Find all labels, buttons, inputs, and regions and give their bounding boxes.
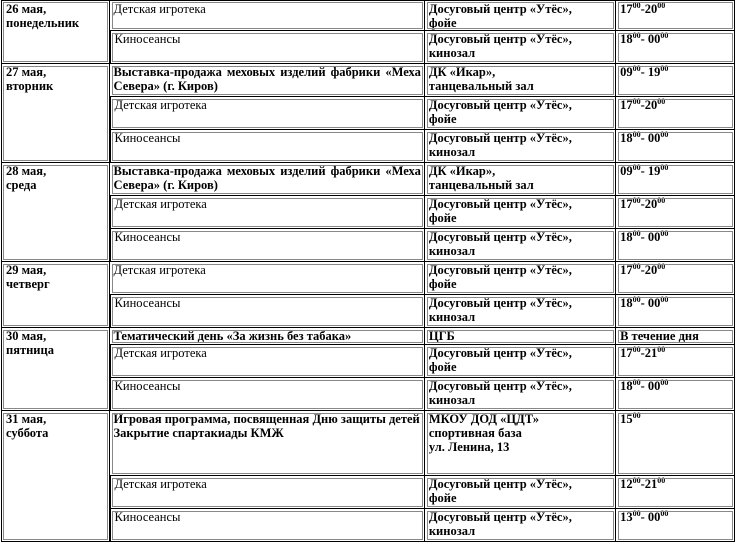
date-cell: 28 мая, среда bbox=[1, 163, 110, 262]
time-cell: $09^{00}-$ $19^{00}$ bbox=[616, 64, 735, 97]
table-row bbox=[1, 97, 735, 130]
place-cell: ДК «Икар», танцевальный зал bbox=[425, 64, 616, 97]
table-row bbox=[1, 378, 735, 411]
time-cell: $17^{00}-20^{00}$ bbox=[616, 262, 735, 295]
table-row bbox=[1, 328, 735, 345]
time-cell: $17^{00}-20^{00}$ bbox=[616, 196, 735, 229]
table-row bbox=[1, 31, 735, 64]
table-row bbox=[1, 262, 735, 295]
event-cell: Киносеансы bbox=[110, 378, 425, 411]
place-cell: Досуговый центр «Утёс», кинозал bbox=[425, 378, 616, 411]
table-row bbox=[1, 0, 735, 31]
place-cell: МКОУ ДОД «ЦДТ» спортивная база ул. Ленина, 13 bbox=[425, 411, 616, 476]
time-cell: $17^{00}-21^{00}$ bbox=[616, 345, 735, 378]
place-cell: Досуговый центр «Утёс», кинозал bbox=[425, 509, 616, 542]
place-cell: Досуговый центр «Утёс», фойе bbox=[425, 262, 616, 295]
event-cell: Киносеансы bbox=[110, 130, 425, 163]
table-row bbox=[1, 295, 735, 328]
place-cell: ДК «Икар», танцевальный зал bbox=[425, 163, 616, 196]
time-cell: $09^{00}-$ $19^{00}$ bbox=[616, 163, 735, 196]
event-cell: Киносеансы bbox=[110, 229, 425, 262]
time-cell: $17^{00}-20^{00}$ bbox=[616, 0, 735, 31]
place-cell: Досуговый центр «Утёс», кинозал bbox=[425, 295, 616, 328]
place-cell: Досуговый центр «Утёс», фойе bbox=[425, 97, 616, 130]
event-cell: Киносеансы bbox=[110, 295, 425, 328]
time-cell: $15^{00}$ bbox=[616, 411, 735, 476]
event-cell: Детская игротека bbox=[110, 97, 425, 130]
table-row bbox=[1, 509, 735, 542]
event-cell: Детская игротека bbox=[110, 345, 425, 378]
date-cell: 26 мая, понедельник bbox=[1, 0, 110, 64]
place-cell: Досуговый центр «Утёс», кинозал bbox=[425, 229, 616, 262]
schedule-table bbox=[1, 0, 735, 542]
time-cell: $18^{00}-$ $00^{00}$ bbox=[616, 130, 735, 163]
place-cell: Досуговый центр «Утёс», фойе bbox=[425, 476, 616, 509]
place-cell: Досуговый центр «Утёс», кинозал bbox=[425, 31, 616, 64]
time-cell: $18^{00}-$ $00^{00}$ bbox=[616, 378, 735, 411]
date-cell: 31 мая, суббота bbox=[1, 411, 110, 542]
time-cell: $18^{00}-$ $00^{00}$ bbox=[616, 31, 735, 64]
place-cell: Досуговый центр «Утёс», фойе bbox=[425, 345, 616, 378]
date-cell: 30 мая, пятница bbox=[1, 328, 110, 411]
place-cell: ЦГБ bbox=[425, 328, 616, 345]
time-cell: $17^{00}-20^{00}$ bbox=[616, 97, 735, 130]
event-cell: Выставка-продажа меховых изделий фабрики «Меха Севера» (г. Киров) bbox=[110, 163, 425, 196]
event-cell: Выставка-продажа меховых изделий фабрики «Меха Севера» (г. Киров) bbox=[110, 64, 425, 97]
time-cell: $12^{00}-21^{00}$ bbox=[616, 476, 735, 509]
time-cell: $18^{00}-$ $00^{00}$ bbox=[616, 229, 735, 262]
event-cell: Киносеансы bbox=[110, 509, 425, 542]
table-row bbox=[1, 64, 735, 97]
event-cell: Детская игротека bbox=[110, 262, 425, 295]
table-row bbox=[1, 411, 735, 476]
table-row bbox=[1, 196, 735, 229]
table-row bbox=[1, 345, 735, 378]
time-cell: $18^{00}-$ $00^{00}$ bbox=[616, 295, 735, 328]
table-row bbox=[1, 229, 735, 262]
event-cell: Детская игротека bbox=[110, 196, 425, 229]
date-cell: 27 мая, вторник bbox=[1, 64, 110, 163]
event-cell: Детская игротека bbox=[110, 476, 425, 509]
table-row bbox=[1, 163, 735, 196]
date-cell: 29 мая, четверг bbox=[1, 262, 110, 328]
time-cell: В течение дня bbox=[616, 328, 735, 345]
place-cell: Досуговый центр «Утёс», фойе bbox=[425, 196, 616, 229]
event-cell: Тематический день «За жизнь без табака» bbox=[110, 328, 425, 345]
table-row bbox=[1, 476, 735, 509]
table-row bbox=[1, 130, 735, 163]
place-cell: Досуговый центр «Утёс», фойе bbox=[425, 0, 616, 31]
event-cell: Детская игротека bbox=[110, 0, 425, 31]
time-cell: $13^{00}-$ $00^{00}$ bbox=[616, 509, 735, 542]
event-cell: Игровая программа, посвященная Дню защиты детей Закрытие спартакиады КМЖ bbox=[110, 411, 425, 476]
place-cell: Досуговый центр «Утёс», кинозал bbox=[425, 130, 616, 163]
event-cell: Киносеансы bbox=[110, 31, 425, 64]
